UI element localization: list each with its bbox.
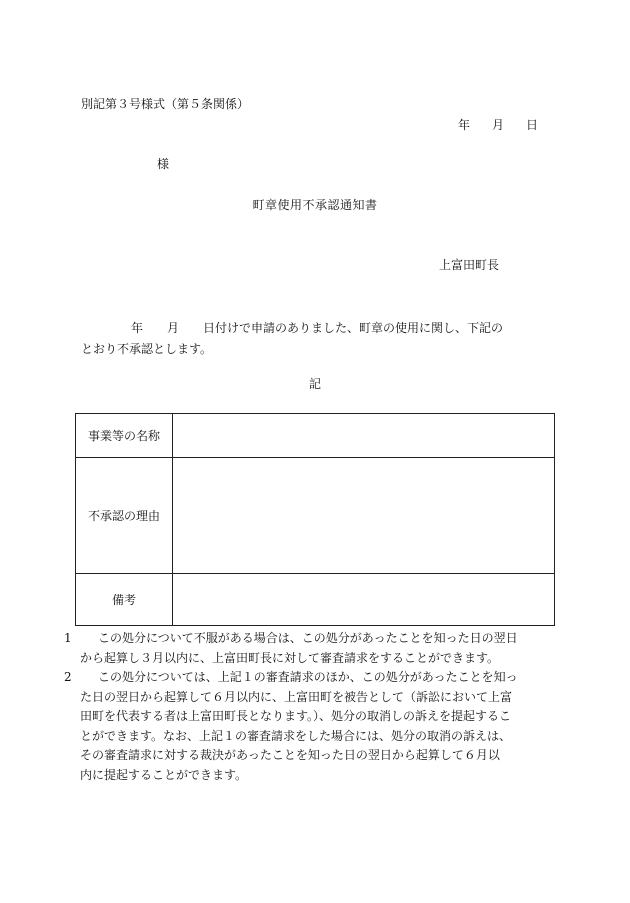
issuer: 上富田町長 <box>439 258 500 272</box>
body-line-2: とおり不承認とします。 <box>81 342 213 356</box>
row-label-project-name: 事業等の名称 <box>76 414 173 458</box>
note-line: この処分については、上記１の審査請求のほか、この処分があったことを知っ <box>98 670 518 684</box>
note-line: 田町を代表する者は上富田町長となります。）、処分の取消しの訴えを提起するこ <box>80 709 512 723</box>
note-item <box>64 629 556 668</box>
recipient-suffix: 様 <box>157 157 170 171</box>
date-year: 年 <box>458 118 471 132</box>
row-value-project-name <box>173 414 555 458</box>
note-line: この処分について不服がある場合は、この処分があったことを知った日の翌日 <box>98 631 518 645</box>
body-month: 月 <box>167 321 180 335</box>
body-line-1 <box>79 318 555 339</box>
form-number: 別記第３号様式（第５条関係） <box>81 97 250 111</box>
note-item <box>64 668 556 785</box>
note-line: た日の翌日から起算して６月以内に、上富田町を被告として（訴訟において上富 <box>80 689 513 704</box>
document-title: 町章使用不承認通知書 <box>252 198 378 212</box>
notes <box>64 629 556 785</box>
row-value-reason <box>173 458 555 574</box>
body-year: 年 <box>131 321 144 335</box>
date-month: 月 <box>492 118 505 132</box>
note-number: 2 <box>64 670 72 684</box>
note-line: から起算し３月以内に、上富田町長に対して審査請求をすることができます。 <box>80 650 500 665</box>
note-line: とができます。なお、上記１の審査請求をした場合には、処分の取消の訴えは、 <box>80 728 512 743</box>
row-label-reason: 不承認の理由 <box>76 458 173 574</box>
note-line: 内に提起することができます。 <box>80 767 248 782</box>
note-number: 1 <box>64 631 72 645</box>
row-value-remarks <box>173 574 555 626</box>
body-paragraph <box>79 318 555 360</box>
date-line <box>458 119 538 131</box>
table-row <box>76 414 555 458</box>
table-row <box>76 574 555 626</box>
body-text-a: 日付けで申請のありました、町章の使用に関し、下記の <box>203 321 504 335</box>
row-label-remarks: 備考 <box>76 574 173 626</box>
record-table <box>75 413 555 626</box>
ki-heading: 記 <box>308 377 321 391</box>
date-day: 日 <box>526 118 539 132</box>
table-row <box>76 458 555 574</box>
note-line: その審査請求に対する裁決があったことを知った日の翌日から起算して６月以 <box>80 748 500 762</box>
